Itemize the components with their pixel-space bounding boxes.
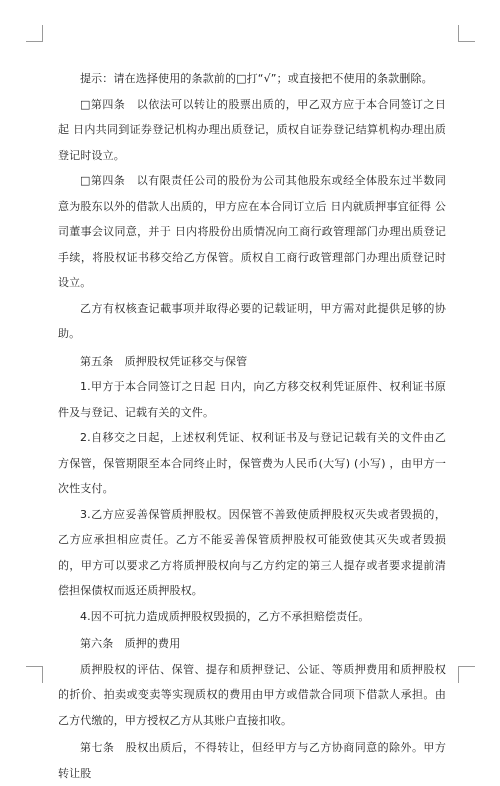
clause-5-item-4: 4.因不可抗力造成质押股权毁损的，乙方不承担赔偿责任。	[80, 609, 370, 623]
clause-5-item-1: 1.甲方于本合同签订之日起 日内，向乙方移交权利凭证原件、权利证书原件及与登记、记载有关的文件。	[58, 380, 446, 419]
clause-5-item-3: 3.乙方应妥善保管质押股权。因保管不善致使质押股权灭失或者毁损的，乙方应承担相应责任。乙方不能妥善保管质押股权可能致使其灭失或者毁损的，甲方可以要求乙方将质押股权向与乙方约定的第三人提存或者要求提前清偿担保债权而返还质押股权。	[58, 507, 446, 597]
clause-4-option-llc: □第四条 以有限责任公司的股份为公司其他股东或经全体股东过半数同意为股东以外的借款人出质的，甲方应在本合同订立后 日内就质押事宜征得 公司董事会议同意，并于 日内将股份出质情况向工商行政管理部门办理出质登记手续，将股权证书移交给乙方保管。质权自工商行政管理部门办理出质登记时设立。	[58, 174, 446, 289]
document-body	[58, 66, 446, 786]
corner-mark-top-right	[458, 25, 475, 42]
clause-5-item-2: 2.自移交之日起，上述权利凭证、权利证书及与登记记载有关的文件由乙方保管，保管期限至本合同终止时，保管费为人民币(大写) (小写) ，由甲方一次性支付。	[58, 431, 446, 495]
clause-5-heading: 第五条 质押股权凭证移交与保管	[80, 354, 248, 368]
instruction-note: 提示：请在选择使用的条款前的□打“√”；或直接把不使用的条款删除。	[80, 72, 433, 85]
corner-mark-bottom-left	[26, 666, 43, 683]
corner-mark-bottom-right	[458, 666, 475, 683]
clause-6-heading: 第六条 质押的费用	[80, 637, 181, 650]
clause-7-body: 第七条 股权出质后，不得转让，但经甲方与乙方协商同意的除外。甲方转让股	[58, 741, 446, 780]
corner-mark-top-left	[26, 25, 43, 42]
verification-paragraph: 乙方有权核查记載事项并取得必要的记载证明，甲方需对此提供足够的协助。	[58, 301, 446, 340]
clause-6-body: 质押股权的评估、保管、提存和质押登记、公证、等质押费用和质押股权的折价、拍卖或变卖等实现质权的费用由甲方或借款合同项下借款人承担。由乙方代缴的，甲方授权乙方从其账户直接扣收。	[58, 662, 446, 727]
clause-4-option-stock: □第四条 以依法可以转让的股票出质的，甲乙双方应于本合同签订之日起 日内共同到证券登记机构办理出质登记，质权自证券登记结算机构办理出质登记时设立。	[58, 97, 446, 162]
